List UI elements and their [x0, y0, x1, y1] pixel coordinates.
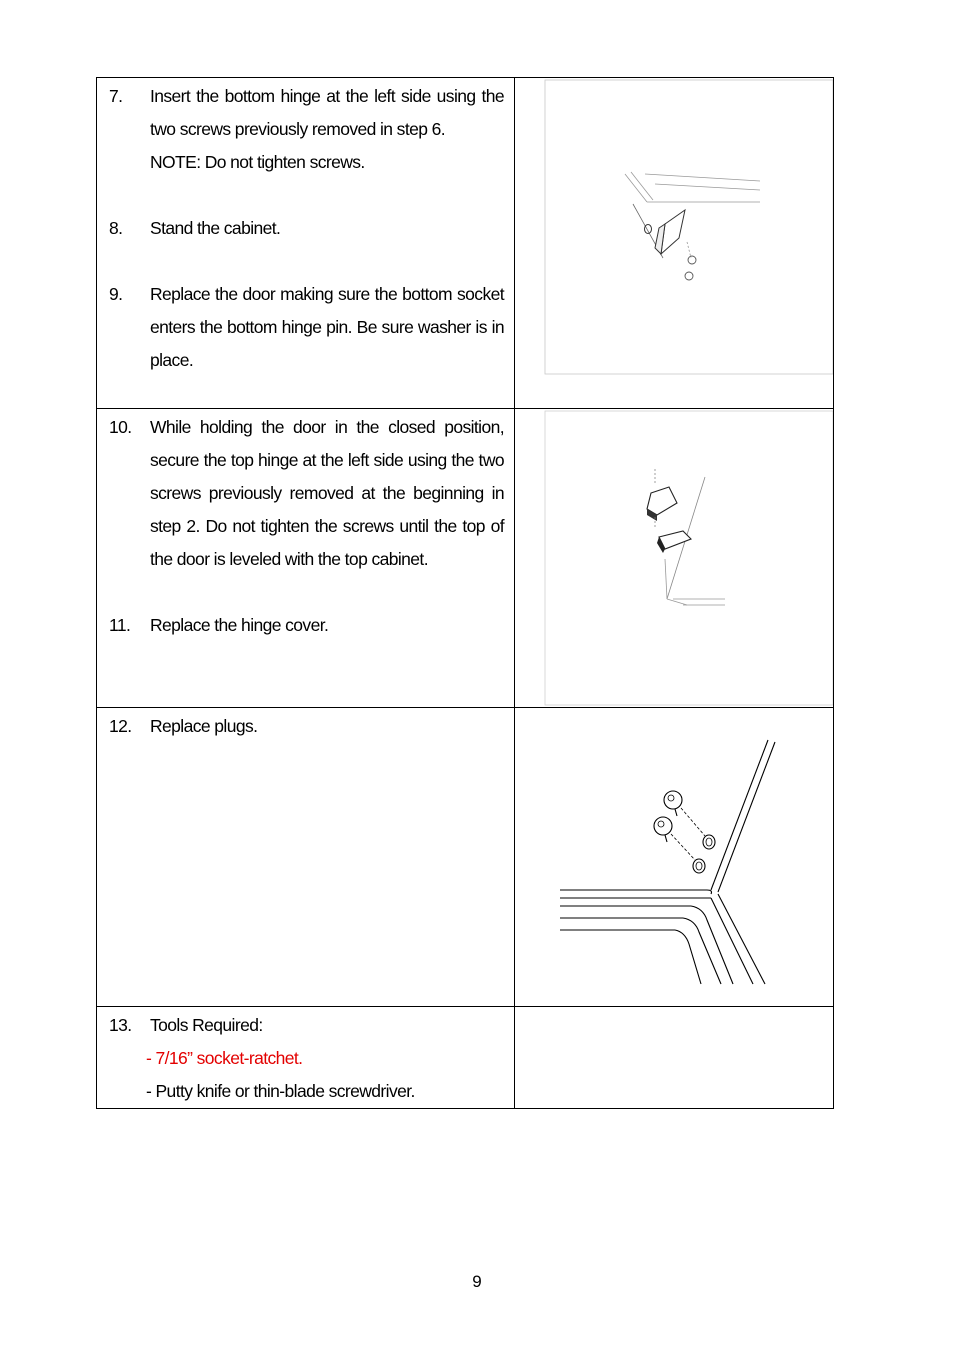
step-text: Replace plugs.: [150, 716, 258, 736]
step-number: 8.: [109, 218, 123, 238]
steps-cell: [97, 409, 515, 708]
step-text: Tools Required:: [150, 1015, 263, 1035]
illustration-cell: [515, 708, 834, 1007]
table-row: [97, 409, 834, 708]
step-10: [109, 411, 504, 576]
steps-cell: [97, 1007, 515, 1109]
illustration-cell: [515, 78, 834, 409]
step-number: 13.: [109, 1015, 132, 1035]
step-11: [109, 609, 504, 642]
plugs-illustration: [515, 708, 833, 1006]
step-12: [109, 710, 504, 743]
steps-cell: [97, 78, 515, 409]
table-row: [97, 78, 834, 409]
instruction-sheet: [96, 77, 833, 1109]
step-text: Insert the bottom hinge at the left side using the two screws previously removed in step 6.: [150, 86, 504, 139]
step-9: [109, 278, 504, 377]
step-number: 12.: [109, 716, 132, 736]
top-hinge-illustration: [515, 409, 833, 707]
bottom-hinge-illustration: [515, 78, 833, 408]
step-text: Replace the hinge cover.: [150, 615, 329, 635]
tool-item: - Putty knife or thin-blade screwdriver.: [146, 1081, 415, 1101]
step-text: Replace the door making sure the bottom socket enters the bottom hinge pin. Be sure washer is in place.: [150, 284, 504, 370]
step-number: 9.: [109, 284, 123, 304]
steps-cell: [97, 708, 515, 1007]
step-8: [109, 212, 504, 245]
illustration-cell: [515, 409, 834, 708]
table-row: [97, 1007, 834, 1109]
tool-item: - 7/16” socket-ratchet.: [146, 1048, 303, 1068]
illustration-cell: [515, 1007, 834, 1109]
step-7: [109, 80, 504, 179]
table-row: [97, 708, 834, 1007]
step-13: [109, 1009, 504, 1042]
steps-table: [96, 77, 834, 1109]
page-number: 9: [472, 1272, 482, 1291]
step-note: NOTE: Do not tighten screws.: [150, 152, 365, 172]
step-text: While holding the door in the closed position, secure the top hinge at the left side using the two screws previously removed at the beginning in step 2. Do not tighten the screws until the top of the door is leveled with the top cabinet.: [150, 417, 504, 569]
step-number: 7.: [109, 86, 123, 106]
step-text: Stand the cabinet.: [150, 218, 281, 238]
step-number: 10.: [109, 417, 132, 437]
step-number: 11.: [109, 615, 131, 635]
